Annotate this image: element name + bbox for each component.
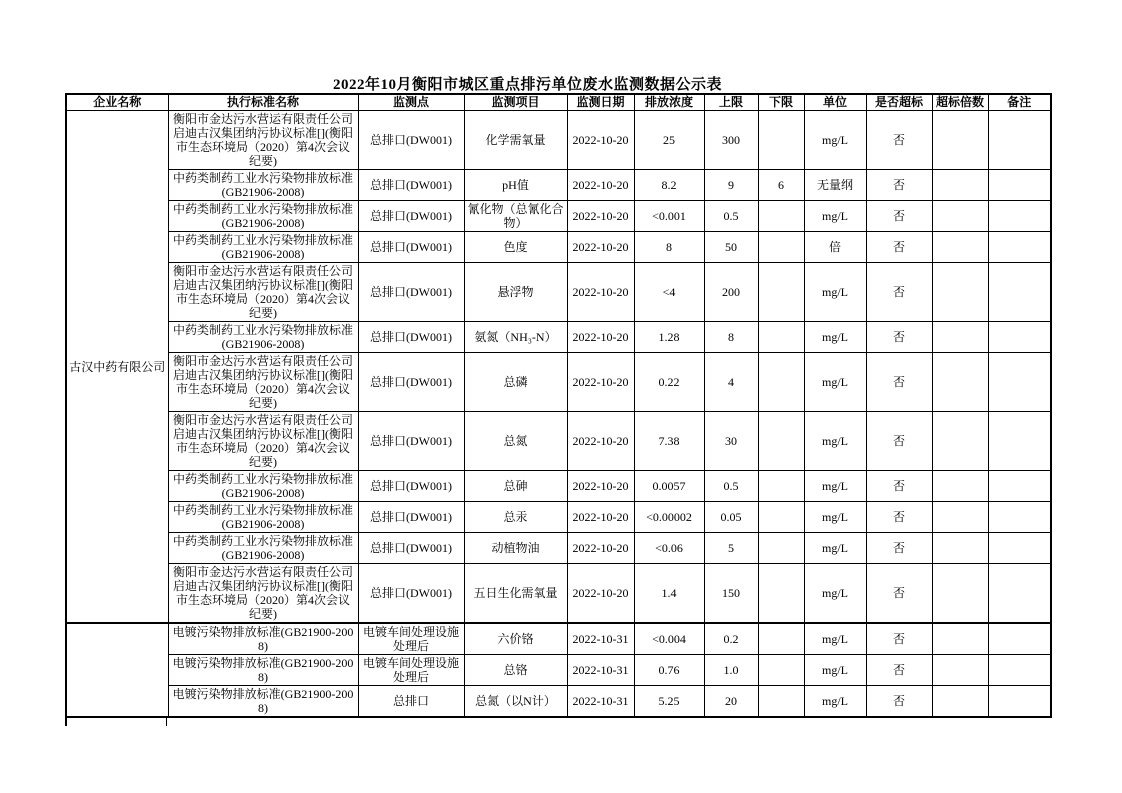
- table-row: [66, 686, 1051, 718]
- table-header: [66, 94, 1051, 111]
- standard-cell: 中药类制药工业水污染物排放标准(GB21906-2008): [168, 533, 358, 564]
- standard-cell: 中药类制药工业水污染物排放标准(GB21906-2008): [168, 322, 358, 353]
- exceeded-flag-cell: 否: [866, 655, 932, 686]
- exceed-times-cell: [932, 170, 988, 201]
- exceed-times-cell: [932, 686, 988, 718]
- concentration-cell: <0.004: [634, 623, 704, 655]
- lower-limit-cell: [758, 655, 804, 686]
- standard-cell: 电镀污染物排放标准(GB21900-2008): [168, 686, 358, 718]
- exceeded-flag-cell: 否: [866, 502, 932, 533]
- standard-cell: 中药类制药工业水污染物排放标准(GB21906-2008): [168, 170, 358, 201]
- monitor-item-cell: 动植物油: [464, 533, 567, 564]
- lower-limit-cell: [758, 322, 804, 353]
- standard-cell: 衡阳市金达污水营运有限责任公司启迪古汉集团纳污协议标准[](衡阳市生态环境局（2020）第4次会议纪要): [168, 263, 358, 322]
- monitoring-table: [65, 93, 1052, 718]
- monitor-point-cell: 总排口(DW001): [358, 201, 464, 232]
- monitor-date-cell: 2022-10-20: [567, 232, 634, 263]
- remark-cell: [988, 170, 1051, 201]
- lower-limit-cell: [758, 201, 804, 232]
- upper-limit-cell: 4: [704, 353, 758, 412]
- monitor-point-cell: 总排口(DW001): [358, 232, 464, 263]
- concentration-cell: 25: [634, 111, 704, 170]
- exceed-times-cell: [932, 353, 988, 412]
- standard-cell: 电镀污染物排放标准(GB21900-2008): [168, 655, 358, 686]
- exceeded-flag-cell: 否: [866, 623, 932, 655]
- remark-cell: [988, 111, 1051, 170]
- unit-cell: mg/L: [804, 111, 866, 170]
- standard-cell: 中药类制药工业水污染物排放标准(GB21906-2008): [168, 502, 358, 533]
- upper-limit-cell: 150: [704, 564, 758, 624]
- concentration-cell: 5.25: [634, 686, 704, 718]
- monitor-date-cell: 2022-10-20: [567, 201, 634, 232]
- column-header: 企业名称: [66, 94, 168, 111]
- monitor-point-cell: 总排口: [358, 686, 464, 718]
- upper-limit-cell: 30: [704, 412, 758, 471]
- upper-limit-cell: 50: [704, 232, 758, 263]
- standard-cell: 衡阳市金达污水营运有限责任公司启迪古汉集团纳污协议标准[](衡阳市生态环境局（2020）第4次会议纪要): [168, 412, 358, 471]
- remark-cell: [988, 232, 1051, 263]
- concentration-cell: 0.76: [634, 655, 704, 686]
- page-title: 2022年10月衡阳市城区重点排污单位废水监测数据公示表: [332, 77, 722, 93]
- monitor-point-cell: 总排口(DW001): [358, 564, 464, 624]
- monitor-point-cell: 总排口(DW001): [358, 533, 464, 564]
- exceed-times-cell: [932, 111, 988, 170]
- exceed-times-cell: [932, 533, 988, 564]
- upper-limit-cell: 9: [704, 170, 758, 201]
- table-row: [66, 655, 1051, 686]
- lower-limit-cell: [758, 502, 804, 533]
- monitor-item-cell: 总氮（以N计）: [464, 686, 567, 718]
- column-header: 单位: [804, 94, 866, 111]
- table-row: [66, 502, 1051, 533]
- table-row: [66, 353, 1051, 412]
- table-row: [66, 170, 1051, 201]
- exceeded-flag-cell: 否: [866, 263, 932, 322]
- monitor-point-cell: 电镀车间处理设施处理后: [358, 655, 464, 686]
- remark-cell: [988, 201, 1051, 232]
- exceeded-flag-cell: 否: [866, 686, 932, 718]
- exceed-times-cell: [932, 564, 988, 624]
- upper-limit-cell: 1.0: [704, 655, 758, 686]
- standard-cell: 电镀污染物排放标准(GB21900-2008): [168, 623, 358, 655]
- monitor-item-cell: 五日生化需氧量: [464, 564, 567, 624]
- header-row: [66, 94, 1051, 111]
- monitor-item-cell: 总氮: [464, 412, 567, 471]
- remark-cell: [988, 564, 1051, 624]
- exceeded-flag-cell: 否: [866, 533, 932, 564]
- remark-cell: [988, 623, 1051, 655]
- company-cell: [66, 623, 168, 717]
- lower-limit-cell: [758, 353, 804, 412]
- concentration-cell: <0.00002: [634, 502, 704, 533]
- table-row: [66, 412, 1051, 471]
- monitor-date-cell: 2022-10-31: [567, 623, 634, 655]
- standard-cell: 衡阳市金达污水营运有限责任公司启迪古汉集团纳污协议标准[](衡阳市生态环境局（2020）第4次会议纪要): [168, 111, 358, 170]
- table-wrapper: [65, 93, 1052, 726]
- monitor-point-cell: 总排口(DW001): [358, 322, 464, 353]
- monitor-item-cell: 总汞: [464, 502, 567, 533]
- concentration-cell: 0.0057: [634, 471, 704, 502]
- exceeded-flag-cell: 否: [866, 471, 932, 502]
- exceeded-flag-cell: 否: [866, 170, 932, 201]
- monitor-point-cell: 总排口(DW001): [358, 412, 464, 471]
- exceeded-flag-cell: 否: [866, 201, 932, 232]
- exceed-times-cell: [932, 412, 988, 471]
- table-row: [66, 322, 1051, 353]
- exceeded-flag-cell: 否: [866, 353, 932, 412]
- lower-limit-cell: [758, 232, 804, 263]
- concentration-cell: <0.06: [634, 533, 704, 564]
- table-row: [66, 471, 1051, 502]
- concentration-cell: 1.4: [634, 564, 704, 624]
- table-row: [66, 623, 1051, 655]
- remark-cell: [988, 686, 1051, 718]
- table-row: [66, 533, 1051, 564]
- lower-limit-cell: 6: [758, 170, 804, 201]
- monitor-date-cell: 2022-10-20: [567, 322, 634, 353]
- column-header: 排放浓度: [634, 94, 704, 111]
- concentration-cell: <0.001: [634, 201, 704, 232]
- lower-limit-cell: [758, 263, 804, 322]
- upper-limit-cell: 5: [704, 533, 758, 564]
- unit-cell: mg/L: [804, 623, 866, 655]
- unit-cell: mg/L: [804, 502, 866, 533]
- unit-cell: mg/L: [804, 471, 866, 502]
- remark-cell: [988, 412, 1051, 471]
- concentration-cell: <4: [634, 263, 704, 322]
- monitor-point-cell: 总排口(DW001): [358, 353, 464, 412]
- monitor-item-cell: 悬浮物: [464, 263, 567, 322]
- monitor-date-cell: 2022-10-31: [567, 655, 634, 686]
- table-row: [66, 111, 1051, 170]
- concentration-cell: 8: [634, 232, 704, 263]
- remark-cell: [988, 502, 1051, 533]
- exceeded-flag-cell: 否: [866, 412, 932, 471]
- upper-limit-cell: 0.2: [704, 623, 758, 655]
- lower-limit-cell: [758, 471, 804, 502]
- upper-limit-cell: 0.05: [704, 502, 758, 533]
- lower-limit-cell: [758, 623, 804, 655]
- remark-cell: [988, 322, 1051, 353]
- monitor-date-cell: 2022-10-31: [567, 686, 634, 718]
- monitor-date-cell: 2022-10-20: [567, 471, 634, 502]
- exceeded-flag-cell: 否: [866, 111, 932, 170]
- standard-cell: 中药类制药工业水污染物排放标准(GB21906-2008): [168, 201, 358, 232]
- lower-limit-cell: [758, 412, 804, 471]
- upper-limit-cell: 0.5: [704, 201, 758, 232]
- monitor-date-cell: 2022-10-20: [567, 353, 634, 412]
- exceed-times-cell: [932, 623, 988, 655]
- unit-cell: mg/L: [804, 201, 866, 232]
- unit-cell: mg/L: [804, 353, 866, 412]
- unit-cell: mg/L: [804, 322, 866, 353]
- monitor-date-cell: 2022-10-20: [567, 502, 634, 533]
- monitor-date-cell: 2022-10-20: [567, 263, 634, 322]
- exceed-times-cell: [932, 263, 988, 322]
- monitor-point-cell: 总排口(DW001): [358, 111, 464, 170]
- table-row: [66, 232, 1051, 263]
- monitor-date-cell: 2022-10-20: [567, 533, 634, 564]
- lower-limit-cell: [758, 686, 804, 718]
- exceeded-flag-cell: 否: [866, 232, 932, 263]
- company-column-continuation: [65, 718, 167, 726]
- monitor-item-cell: pH值: [464, 170, 567, 201]
- exceed-times-cell: [932, 655, 988, 686]
- monitor-item-cell: 色度: [464, 232, 567, 263]
- lower-limit-cell: [758, 564, 804, 624]
- unit-cell: mg/L: [804, 533, 866, 564]
- upper-limit-cell: 200: [704, 263, 758, 322]
- monitor-item-cell: 化学需氧量: [464, 111, 567, 170]
- lower-limit-cell: [758, 111, 804, 170]
- monitor-item-cell: 总砷: [464, 471, 567, 502]
- company-cell: 古汉中药有限公司: [66, 111, 168, 624]
- unit-cell: 倍: [804, 232, 866, 263]
- concentration-cell: 0.22: [634, 353, 704, 412]
- standard-cell: 中药类制药工业水污染物排放标准(GB21906-2008): [168, 471, 358, 502]
- monitor-date-cell: 2022-10-20: [567, 564, 634, 624]
- unit-cell: mg/L: [804, 412, 866, 471]
- monitor-point-cell: 电镀车间处理设施处理后: [358, 623, 464, 655]
- exceed-times-cell: [932, 232, 988, 263]
- table-row: [66, 263, 1051, 322]
- unit-cell: mg/L: [804, 263, 866, 322]
- column-header: 上限: [704, 94, 758, 111]
- upper-limit-cell: 0.5: [704, 471, 758, 502]
- monitor-date-cell: 2022-10-20: [567, 412, 634, 471]
- lower-limit-cell: [758, 533, 804, 564]
- exceed-times-cell: [932, 322, 988, 353]
- column-header: 下限: [758, 94, 804, 111]
- remark-cell: [988, 471, 1051, 502]
- table-row: [66, 564, 1051, 624]
- column-header: 监测项目: [464, 94, 567, 111]
- standard-cell: 衡阳市金达污水营运有限责任公司启迪古汉集团纳污协议标准[](衡阳市生态环境局（2020）第4次会议纪要): [168, 564, 358, 624]
- upper-limit-cell: 8: [704, 322, 758, 353]
- monitor-date-cell: 2022-10-20: [567, 170, 634, 201]
- column-header: 备注: [988, 94, 1051, 111]
- table-body: [66, 111, 1051, 718]
- column-header: 监测日期: [567, 94, 634, 111]
- exceed-times-cell: [932, 502, 988, 533]
- column-header: 执行标准名称: [168, 94, 358, 111]
- monitor-point-cell: 总排口(DW001): [358, 170, 464, 201]
- monitor-point-cell: 总排口(DW001): [358, 471, 464, 502]
- monitor-item-cell: 总磷: [464, 353, 567, 412]
- unit-cell: mg/L: [804, 564, 866, 624]
- remark-cell: [988, 353, 1051, 412]
- monitor-item-cell: 总铬: [464, 655, 567, 686]
- standard-cell: 中药类制药工业水污染物排放标准(GB21906-2008): [168, 232, 358, 263]
- monitor-item-cell: 六价铬: [464, 623, 567, 655]
- exceeded-flag-cell: 否: [866, 564, 932, 624]
- unit-cell: 无量纲: [804, 170, 866, 201]
- column-header: 是否超标: [866, 94, 932, 111]
- monitor-item-cell: 氰化物（总氰化合物）: [464, 201, 567, 232]
- standard-cell: 衡阳市金达污水营运有限责任公司启迪古汉集团纳污协议标准[](衡阳市生态环境局（2020）第4次会议纪要): [168, 353, 358, 412]
- upper-limit-cell: 300: [704, 111, 758, 170]
- monitor-date-cell: 2022-10-20: [567, 111, 634, 170]
- exceeded-flag-cell: 否: [866, 322, 932, 353]
- unit-cell: mg/L: [804, 655, 866, 686]
- table-row: [66, 201, 1051, 232]
- remark-cell: [988, 533, 1051, 564]
- exceed-times-cell: [932, 201, 988, 232]
- remark-cell: [988, 263, 1051, 322]
- monitor-point-cell: 总排口(DW001): [358, 502, 464, 533]
- concentration-cell: 8.2: [634, 170, 704, 201]
- column-header: 监测点: [358, 94, 464, 111]
- concentration-cell: 1.28: [634, 322, 704, 353]
- upper-limit-cell: 20: [704, 686, 758, 718]
- remark-cell: [988, 655, 1051, 686]
- column-header: 超标倍数: [932, 94, 988, 111]
- monitor-point-cell: 总排口(DW001): [358, 263, 464, 322]
- monitor-item-cell: 氨氮（NH₃-N）: [464, 322, 567, 353]
- unit-cell: mg/L: [804, 686, 866, 718]
- concentration-cell: 7.38: [634, 412, 704, 471]
- exceed-times-cell: [932, 471, 988, 502]
